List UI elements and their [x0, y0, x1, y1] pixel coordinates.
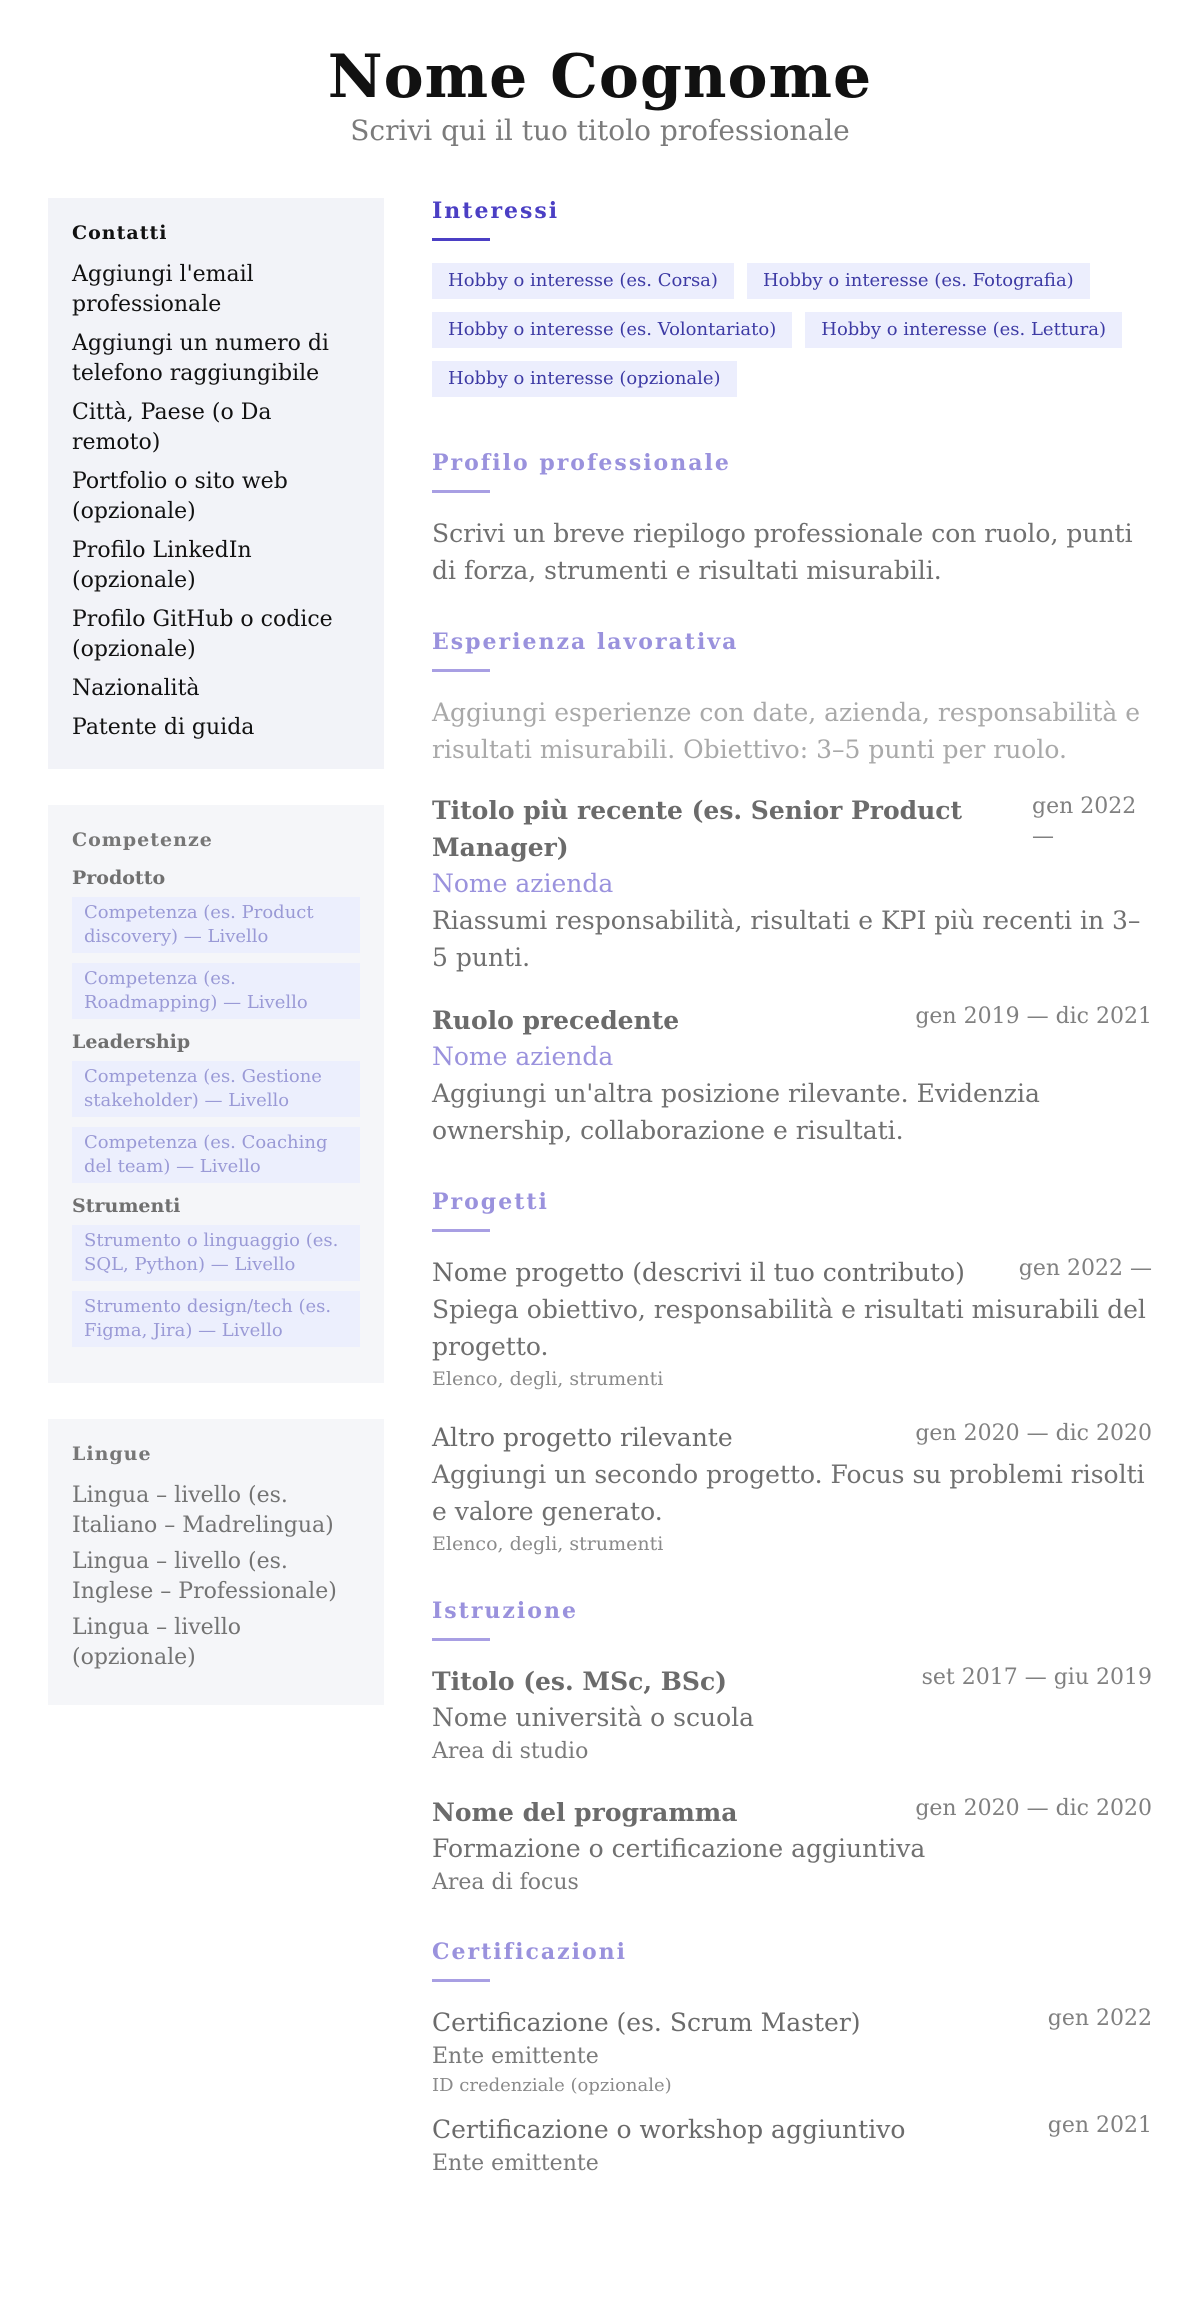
certification-date: gen 2021 [1047, 2113, 1152, 2138]
contact-github: Profilo GitHub o codice (opzionale) [72, 607, 333, 662]
education-section [432, 1598, 1152, 1899]
language-item: Lingua – livello (opzionale) [72, 1615, 242, 1670]
skills-title: Competenze [72, 829, 213, 851]
interests-section [432, 198, 1152, 410]
company-name: Nome azienda [432, 1042, 614, 1071]
experience-entry [432, 1002, 1152, 1149]
contact-email: Aggiungi l'email professionale [72, 262, 254, 317]
skill-chip: Competenza (es. Roadmapping) — Livello [72, 963, 360, 1019]
languages-card [48, 1419, 384, 1705]
job-description: Aggiungi un'altra posizione rilevante. Evidenzia ownership, collaborazione e risultati. [432, 1079, 1040, 1145]
interest-tags [432, 263, 1152, 410]
project-entry [432, 1419, 1152, 1558]
interest-tag: Hobby o interesse (es. Fotografia) [747, 263, 1090, 299]
interest-tag: Hobby o interesse (es. Lettura) [805, 312, 1122, 348]
resume-header [0, 0, 1200, 148]
full-name: Nome Cognome [327, 42, 873, 112]
education-dates: gen 2020 — dic 2020 [915, 1796, 1152, 1821]
profile-section [432, 450, 1152, 589]
experience-entry [432, 792, 1152, 976]
interest-tag: Hobby o interesse (es. Corsa) [432, 263, 734, 299]
contacts-card [48, 198, 384, 769]
certifications-section [432, 1939, 1152, 2180]
sidebar [48, 198, 384, 1741]
section-divider [432, 1229, 490, 1232]
degree-title: Nome del programma [432, 1798, 738, 1827]
certification-date: gen 2022 [1047, 2006, 1152, 2031]
project-description: Aggiungi un secondo progetto. Focus su problemi risolti e valore generato. [432, 1460, 1145, 1526]
section-divider [432, 490, 490, 493]
education-entry [432, 1663, 1152, 1768]
project-name: Nome progetto (descrivi il tuo contributo) [432, 1258, 965, 1287]
contact-nationality: Nazionalità [72, 676, 200, 701]
project-name: Altro progetto rilevante [432, 1423, 733, 1452]
section-divider [432, 1638, 490, 1641]
school-name: Nome università o scuola [432, 1703, 755, 1732]
contact-driving-license: Patente di guida [72, 715, 255, 740]
contact-phone: Aggiungi un numero di telefono raggiungibile [72, 331, 329, 386]
contact-linkedin: Profilo LinkedIn (opzionale) [72, 538, 252, 593]
project-entry [432, 1254, 1152, 1393]
credential-id: ID credenziale (opzionale) [432, 2075, 672, 2096]
education-dates: set 2017 — giu 2019 [921, 1665, 1152, 1690]
job-description: Riassumi responsabilità, risultati e KPI più recenti in 3–5 punti. [432, 906, 1141, 972]
contact-portfolio: Portfolio o sito web (opzionale) [72, 469, 288, 524]
project-dates: gen 2022 — [1018, 1256, 1152, 1281]
certifications-title: Certificazioni [432, 1939, 627, 1965]
project-tools: Elenco, degli, strumenti [432, 1368, 664, 1390]
project-tools: Elenco, degli, strumenti [432, 1533, 664, 1555]
language-item: Lingua – livello (es. Italiano – Madrelingua) [72, 1483, 334, 1538]
project-dates: gen 2020 — dic 2020 [915, 1421, 1152, 1446]
certification-entry [432, 2004, 1152, 2099]
skill-chip: Competenza (es. Product discovery) — Livello [72, 897, 360, 953]
job-title: Titolo più recente (es. Senior Product Manager) [432, 796, 963, 862]
job-title: Ruolo precedente [432, 1006, 680, 1035]
projects-title: Progetti [432, 1189, 549, 1215]
skill-group-title: Leadership [72, 1031, 191, 1053]
section-divider [432, 669, 490, 672]
section-divider [432, 238, 490, 241]
job-dates: gen 2022 — [1032, 794, 1137, 849]
main-column [432, 198, 1152, 2220]
certification-name: Certificazione (es. Scrum Master) [432, 2008, 861, 2037]
experience-hint: Aggiungi esperienze con date, azienda, responsabilità e risultati misurabili. Obiettivo: 3–5 punti per ruolo. [432, 698, 1141, 764]
field-of-study: Area di studio [432, 1739, 589, 1764]
certification-name: Certificazione o workshop aggiuntivo [432, 2115, 906, 2144]
skill-chip: Strumento design/tech (es. Figma, Jira) — Livello [72, 1291, 360, 1347]
certification-issuer: Ente emittente [432, 2044, 599, 2069]
section-divider [432, 1979, 490, 1982]
project-description: Spiega obiettivo, responsabilità e risultati misurabili del progetto. [432, 1295, 1146, 1361]
interest-tag: Hobby o interesse (es. Volontariato) [432, 312, 792, 348]
experience-section [432, 629, 1152, 1149]
company-name: Nome azienda [432, 869, 614, 898]
skill-chip: Competenza (es. Coaching del team) — Livello [72, 1127, 360, 1183]
skill-chip: Strumento o linguaggio (es. SQL, Python) — Livello [72, 1225, 360, 1281]
language-item: Lingua – livello (es. Inglese – Professionale) [72, 1549, 337, 1604]
contact-location: Città, Paese (o Da remoto) [72, 400, 272, 455]
degree-title: Titolo (es. MSc, BSc) [432, 1667, 728, 1696]
experience-title: Esperienza lavorativa [432, 629, 739, 655]
skill-group-title: Prodotto [72, 867, 166, 889]
projects-section [432, 1189, 1152, 1558]
skill-group-title: Strumenti [72, 1195, 181, 1217]
headline: Scrivi qui il tuo titolo professionale [350, 114, 850, 147]
interests-title: Interessi [432, 198, 560, 224]
school-name: Formazione o certificazione aggiuntiva [432, 1834, 926, 1863]
languages-title: Lingue [72, 1443, 152, 1465]
skill-chip: Competenza (es. Gestione stakeholder) — Livello [72, 1061, 360, 1117]
job-dates: gen 2019 — dic 2021 [915, 1004, 1152, 1029]
education-title: Istruzione [432, 1598, 578, 1624]
interest-tag: Hobby o interesse (opzionale) [432, 361, 737, 397]
profile-summary: Scrivi un breve riepilogo professionale con ruolo, punti di forza, strumenti e risultati misurabili. [432, 519, 1133, 585]
contacts-title: Contatti [72, 222, 168, 244]
certification-entry [432, 2111, 1152, 2180]
field-of-study: Area di focus [432, 1870, 579, 1895]
skills-card [48, 805, 384, 1383]
education-entry [432, 1794, 1152, 1899]
profile-title: Profilo professionale [432, 450, 731, 476]
certification-issuer: Ente emittente [432, 2151, 599, 2176]
